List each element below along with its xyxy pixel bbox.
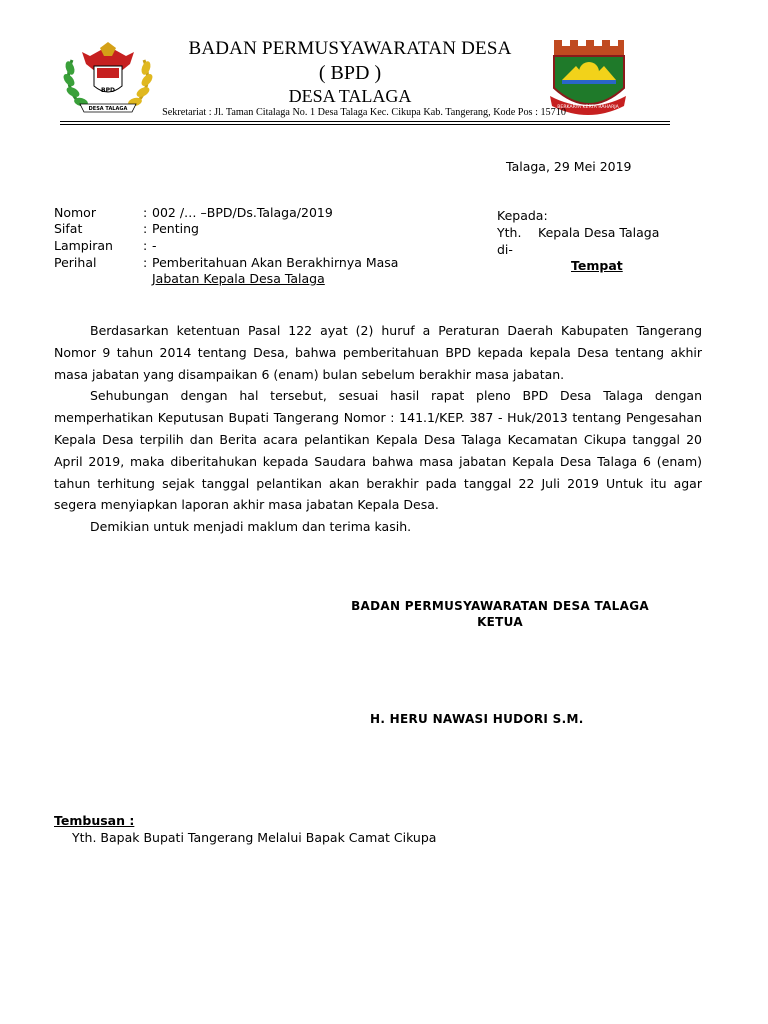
recipient-kepada: Kepada:	[497, 208, 548, 223]
secretariat-address: Sekretariat : Jl. Taman Citalaga No. 1 Desa Talaga Kec. Cikupa Kab. Tangerang, Kode Pos : 15710	[162, 107, 566, 118]
body-paragraph-2: Sehubungan dengan hal tersebut, sesuai hasil rapat pleno BPD Desa Talaga dengan memperhatikan Keputusan Bupati Tangerang Nomor : 141.1/KEP. 387 - Huk/2013 tentang Pengesahan Kepala Desa terpilih dan Berita acara pelantikan Kepala Desa Talaga Kecamatan Cikupa tanggal 20 April 2019, maka diberitahukan kepada Saudara bahwa masa jabatan Kepala Desa Talaga 6 (enam) tahun terhitung sejak tanggal pelantikan akan berakhir pada tanggal 22 Juli 2019 Untuk itu agar segera menyiapkan laporan akhir masa jabatan Kepala Desa.	[54, 388, 702, 513]
signature-org: BADAN PERMUSYAWARATAN DESA TALAGA	[351, 599, 649, 613]
perihal-value-line2: Jabatan Kepala Desa Talaga	[152, 271, 325, 286]
nomor-value: 002 /… –BPD/Ds.Talaga/2019	[152, 205, 333, 220]
body-paragraph-1: Berdasarkan ketentuan Pasal 122 ayat (2) huruf a Peraturan Daerah Kabupaten Tangerang Nomor 9 tahun 2014 tentang Desa, bahwa pemberitahuan BPD kepada kepala Desa tentang akhir masa jabatan yang disampaikan 6 (enam) bulan sebelum berakhir masa jabatan.	[54, 323, 702, 382]
village-name: DESA TALAGA	[288, 86, 412, 106]
colon: :	[143, 205, 148, 220]
recipient-di: di-	[497, 242, 513, 257]
body-paragraph-3: Demikian untuk menjadi maklum dan terima kasih.	[90, 519, 412, 535]
logo-left-text-bottom: DESA TALAGA	[88, 106, 128, 112]
signature-block	[300, 598, 700, 630]
bpd-logo	[60, 38, 156, 120]
sifat-value: Penting	[152, 221, 199, 236]
logo-left-text-top: BPD	[101, 87, 115, 94]
header-rule-thin	[60, 124, 670, 125]
perihal-label: Perihal	[54, 255, 97, 270]
recipient-tempat: Tempat	[571, 258, 623, 273]
header-rule-thick	[60, 121, 670, 122]
letter-meta	[0, 205, 480, 295]
letter-date: Talaga, 29 Mei 2019	[506, 159, 632, 174]
recipient-yth: Yth.	[497, 225, 522, 240]
signature-role: KETUA	[477, 615, 523, 629]
cc-item: Yth. Bapak Bupati Tangerang Melalui Bapak Camat Cikupa	[72, 830, 437, 845]
recipient-name: Kepala Desa Talaga	[538, 225, 660, 240]
tangerang-regency-logo	[548, 36, 628, 118]
lampiran-label: Lampiran	[54, 238, 113, 253]
sifat-label: Sifat	[54, 221, 83, 236]
colon: :	[143, 221, 148, 236]
org-name: BADAN PERMUSYAWARATAN DESA	[188, 38, 512, 59]
signature-name: H. HERU NAWASI HUDORI S.M.	[370, 712, 584, 726]
perihal-value-line1: Pemberitahuan Akan Berakhirnya Masa	[152, 255, 399, 270]
letter-body	[54, 320, 702, 538]
colon: :	[143, 255, 148, 270]
org-abbreviation: ( BPD )	[318, 62, 382, 84]
logo-right-text: BERKARYA KERTA RAHARJA	[557, 105, 619, 110]
nomor-label: Nomor	[54, 205, 96, 220]
cc-title: Tembusan :	[54, 813, 135, 828]
lampiran-value: -	[152, 238, 157, 253]
colon: :	[143, 238, 148, 253]
